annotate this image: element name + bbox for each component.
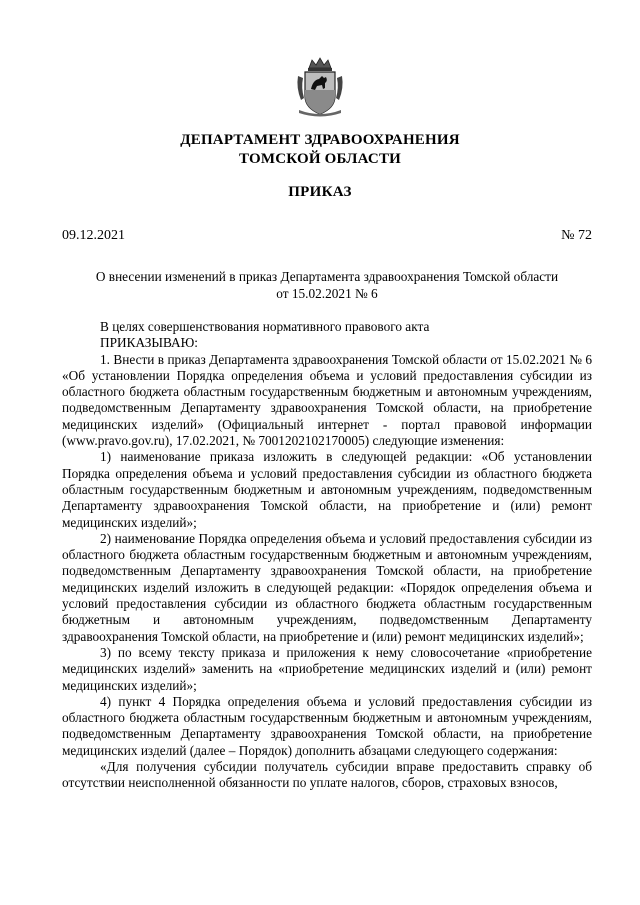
preamble-paragraph: В целях совершенствования нормативного правового акта: [100, 319, 430, 334]
order-subject-line1: О внесении изменений в приказ Департамента здравоохранения Томской области: [95, 269, 559, 284]
document-type: ПРИКАЗ: [288, 184, 352, 200]
order-subject: [62, 268, 592, 302]
department-name: [0, 131, 640, 169]
order-number: № 72: [561, 228, 592, 243]
subclause-2: 2) наименование Порядка определения объема и условий предоставления субсидии из областного бюджета областным государственным бюджетным и автономным учреждениям, подведомственным Департаменту здравоохранения Томской области, на приобретение медицинских изделий изложить в следующей редакции: «Порядок определения объема и условий предоставления субсидии из областного бюджета областным государственным бюджетным и автономным учреждениям, подведомственным Департаменту здравоохранения Томской области, на приобретение и (или) ремонт медицинских изделий»;: [62, 530, 592, 644]
subclause-1: 1) наименование приказа изложить в следующей редакции: «Об установлении Порядка определения объема и условий предоставления субсидии из областного бюджета областным государственным бюджетным и автономным учреждениям, подведомственным Департаменту здравоохранения Томской области, на приобретение и (или) ремонт медицинских изделий»;: [62, 449, 592, 530]
clause-1: 1. Внести в приказ Департамента здравоохранения Томской области от 15.02.2021 № 6 «Об установлении Порядка определения объема и условий предоставления субсидии из областного бюджета областным государственным бюджетным и автономным учреждениям, подведомственным Департаменту здравоохранения Томской области, на приобретение медицинских изделий» (Официальный интернет - портал правовой информации (www.pravo.gov.ru), 17.02.2021, № 7001202102170005) следующие изменения:: [62, 351, 592, 449]
coat-of-arms-icon: [295, 56, 345, 120]
department-name-line2: ТОМСКОЙ ОБЛАСТИ: [238, 151, 402, 167]
order-date: 09.12.2021: [62, 228, 125, 243]
subclause-4: 4) пункт 4 Порядка определения объема и условий предоставления субсидии из областного бюджета областным государственным бюджетным и автономным учреждениям, подведомственным Департаменту здравоохранения Томской области, на приобретение медицинских изделий (далее – Порядок) дополнить абзацами следующего содержания:: [62, 693, 592, 758]
department-name-line1: ДЕПАРТАМЕНТ ЗДРАВООХРАНЕНИЯ: [180, 132, 460, 148]
order-directive: ПРИКАЗЫВАЮ:: [100, 335, 198, 351]
order-subject-line2: от 15.02.2021 № 6: [276, 286, 378, 301]
subclause-3: 3) по всему тексту приказа и приложения к нему словосочетание «приобретение медицинских изделий» заменить на «приобретение медицинских изделий и (или) ремонт медицинских изделий»;: [62, 644, 592, 693]
quoted-addition: «Для получения субсидии получатель субсидии вправе предоставить справку об отсутствии неисполненной обязанности по уплате налогов, сборов, страховых взносов,: [62, 759, 592, 791]
order-body: [62, 319, 592, 792]
